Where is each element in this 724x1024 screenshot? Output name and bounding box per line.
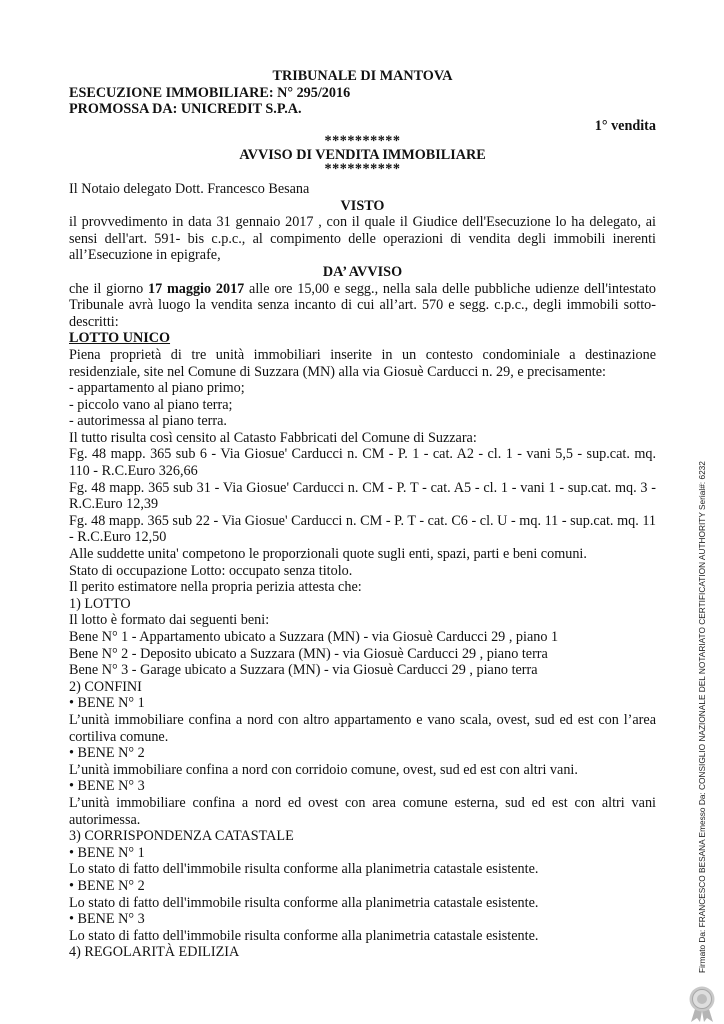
stars-bottom: ********** bbox=[324, 160, 401, 177]
bene-label: • BENE N° 2 bbox=[69, 745, 145, 762]
bene-label: • BENE N° 2 bbox=[69, 877, 145, 894]
catastale-text: Lo stato di fatto dell'immobile risulta conforme alla planimetria catastale esistente. bbox=[69, 894, 539, 911]
sale-date: 17 maggio 2017 bbox=[147, 280, 245, 297]
perito-text: Il perito estimatore nella propria perizia attesta che: bbox=[69, 579, 362, 596]
court-title: TRIBUNALE DI MANTOVA bbox=[272, 68, 453, 84]
bene-line: Bene N° 2 - Deposito ubicato a Suzzara (MN) - via Giosuè Carducci 29 , piano terra bbox=[69, 645, 548, 662]
catastale-text: Lo stato di fatto dell'immobile risulta conforme alla planimetria catastale esistente. bbox=[69, 927, 539, 944]
catasto-entry: Fg. 48 mapp. 365 sub 22 - Via Giosue' Carducci n. CM - P. T - cat. C6 - cl. U - mq. 11 - sup.cat. mq. 11 - R.C.Euro 12,50 bbox=[69, 512, 656, 546]
lotto-heading: LOTTO UNICO bbox=[69, 330, 171, 347]
da-avviso-text-before: che il giorno bbox=[69, 280, 148, 297]
catasto-entry: Fg. 48 mapp. 365 sub 6 - Via Giosue' Carducci n. CM - P. 1 - cat. A2 - cl. 1 - vani 5,5 - sup.cat. mq. 110 - R.C.Euro 326,66 bbox=[69, 446, 656, 480]
confini-text: L’unità immobiliare confina a nord con corridoio comune, ovest, sud ed est con altri vani. bbox=[69, 761, 578, 778]
procedure-number: ESECUZIONE IMMOBILIARE: N° 295/2016 bbox=[69, 84, 351, 101]
da-avviso-text-after: alle ore 15,00 e segg., nella sala delle pubbliche udienze dell'intestato Tribunale avrà luogo la vendita senza incanto di cui all’art. 570 e segg. c.p.c., degli immobili sotto-descritti: bbox=[69, 280, 656, 330]
sale-number: 1° vendita bbox=[594, 117, 656, 134]
lotto-intro: Piena proprietà di tre unità immobiliari inserite in un contesto condominiale a destinazione residenziale, site nel Comune di Suzzara (MN) alla via Giosuè Carducci n. 29, e precisamente: bbox=[69, 346, 656, 380]
quote-text: Alle suddette unita' competono le proporzionali quote sugli enti, spazi, parti e beni comuni. bbox=[69, 546, 587, 563]
section4-heading: 4) REGOLARITÀ EDILIZIA bbox=[69, 944, 240, 961]
section2-heading: 2) CONFINI bbox=[69, 678, 142, 695]
bene-line: Bene N° 3 - Garage ubicato a Suzzara (MN) - via Giosuè Carducci 29 , piano terra bbox=[69, 662, 538, 679]
catasto-entry: Fg. 48 mapp. 365 sub 31 - Via Giosue' Carducci n. CM - P. T - cat. A5 - cl. 1 - vani 1 - sup.cat. mq. 3 - R.C.Euro 12,39 bbox=[69, 479, 656, 513]
lotto-item: - piccolo vano al piano terra; bbox=[69, 396, 233, 413]
section3-heading: 3) CORRISPONDENZA CATASTALE bbox=[69, 828, 294, 845]
occupazione-text: Stato di occupazione Lotto: occupato senza titolo. bbox=[69, 562, 353, 579]
bene-line: Bene N° 1 - Appartamento ubicato a Suzzara (MN) - via Giosuè Carducci 29 , piano 1 bbox=[69, 629, 559, 645]
bene-label: • BENE N° 1 bbox=[69, 695, 145, 712]
visto-text: il provvedimento in data 31 gennaio 2017 , con il quale il Giudice dell'Esecuzione lo ha delegato, ai sensi dell'art. 591- bis c.p.c., al compimento delle operazioni di vendita degli immobili inerenti all’Esecuzione in epigrafe, bbox=[69, 214, 656, 264]
bene-label: • BENE N° 3 bbox=[69, 778, 145, 795]
section1-heading: 1) LOTTO bbox=[69, 595, 131, 612]
stars-top: ********** bbox=[324, 133, 401, 150]
catasto-intro: Il tutto risulta così censito al Catasto Fabbricati del Comune di Suzzara: bbox=[69, 429, 477, 446]
visto-heading: VISTO bbox=[340, 197, 385, 214]
bene-label: • BENE N° 3 bbox=[69, 911, 145, 928]
confini-text: L’unità immobiliare confina a nord con altro appartamento e vano scala, ovest, sud ed est con l’area cortiliva comune. bbox=[69, 711, 656, 745]
bene-label: • BENE N° 1 bbox=[69, 844, 145, 861]
lotto-item: - appartamento al piano primo; bbox=[69, 380, 245, 397]
da-avviso-text bbox=[69, 281, 656, 331]
document-body bbox=[69, 68, 656, 961]
da-avviso-heading: DA’ AVVISO bbox=[322, 263, 403, 280]
digital-signature-strip: Firmato Da: FRANCESCO BESANA Emesso Da: CONSIGLIO NAZIONALE DEL NOTARIATO CERTIFICATION AUTHORITY Serial#: 6232 bbox=[697, 461, 707, 973]
notice-title: AVVISO DI VENDITA IMMOBILIARE bbox=[239, 147, 486, 164]
catastale-text: Lo stato di fatto dell'immobile risulta conforme alla planimetria catastale esistente. bbox=[69, 861, 539, 878]
promoter: PROMOSSA DA: UNICREDIT S.P.A. bbox=[69, 101, 302, 118]
lotto-item: - autorimessa al piano terra. bbox=[69, 413, 227, 430]
notary-line: Il Notaio delegato Dott. Francesco Besana bbox=[69, 180, 310, 197]
certification-seal-icon bbox=[686, 985, 718, 1023]
confini-text: L’unità immobiliare confina a nord ed ovest con area comune esterna, sud ed est con altri vani autorimessa. bbox=[69, 794, 656, 828]
section1-intro: Il lotto è formato dai seguenti beni: bbox=[69, 612, 270, 629]
